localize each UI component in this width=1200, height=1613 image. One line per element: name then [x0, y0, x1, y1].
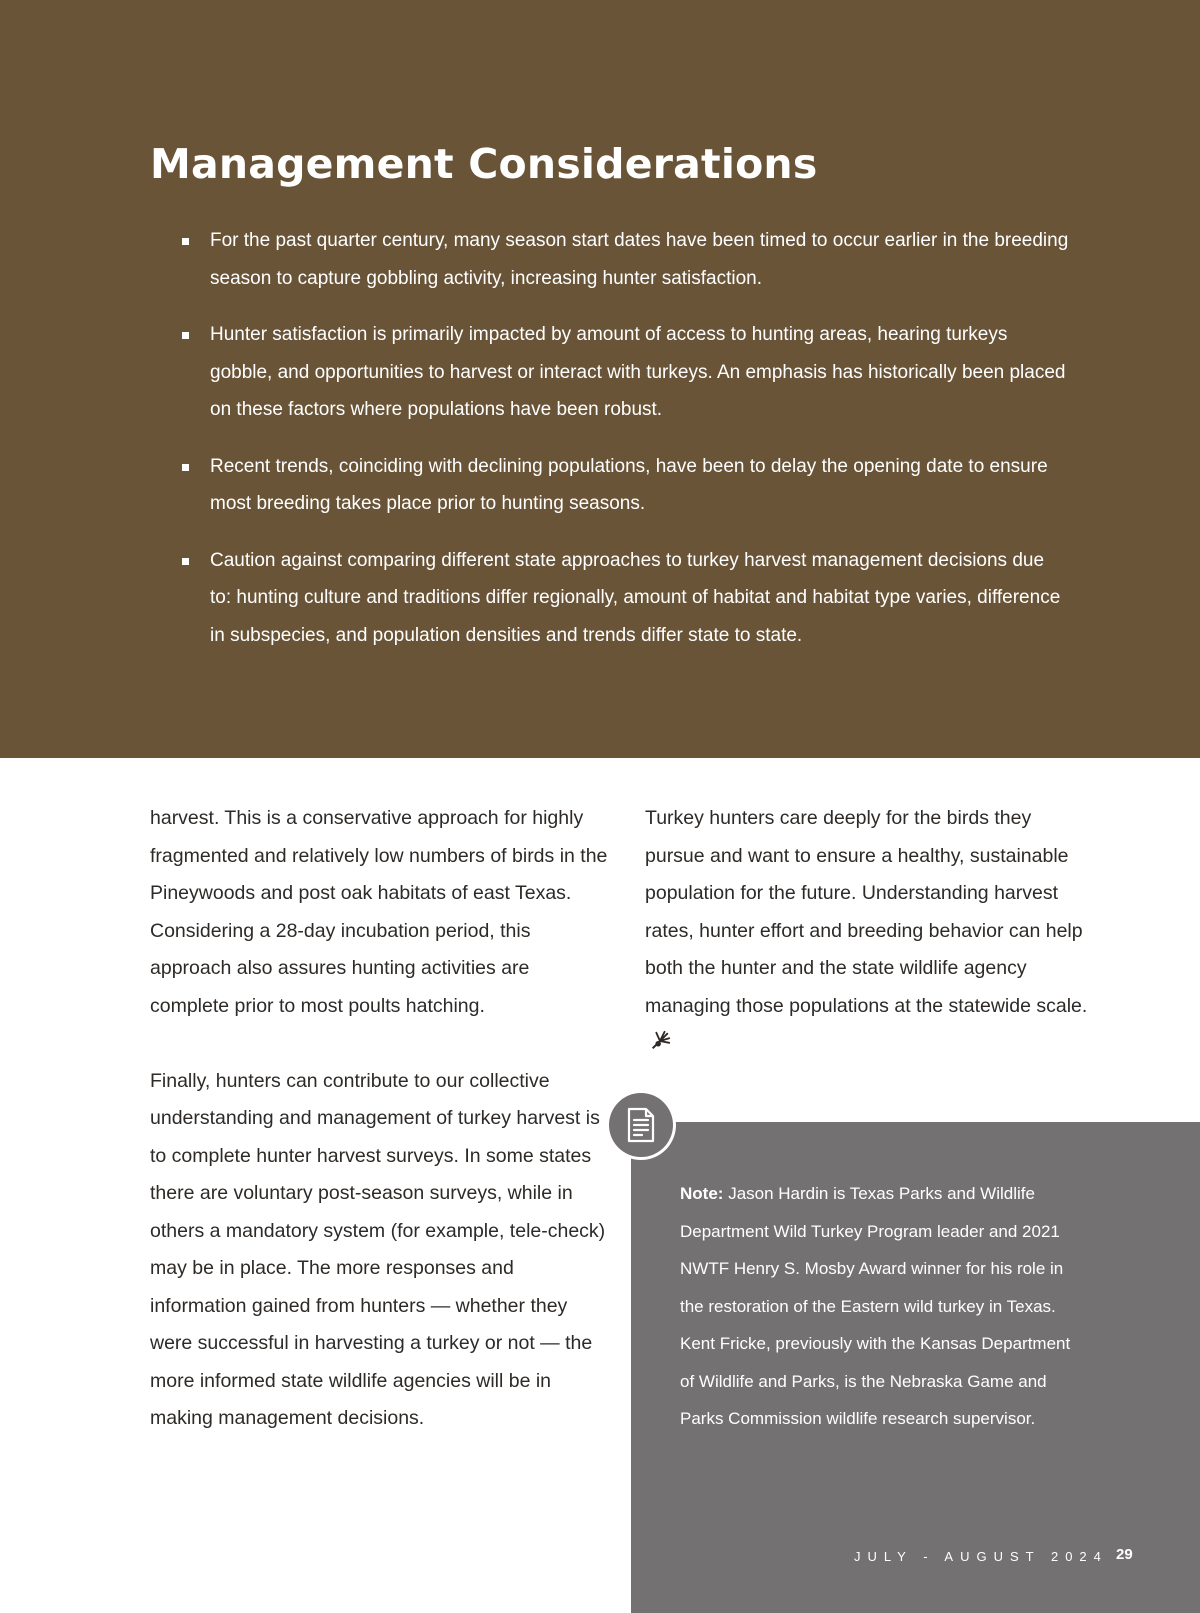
page-title: Management Considerations — [150, 140, 818, 188]
issue-date: JULY - AUGUST 2024 — [854, 1549, 1108, 1564]
left-paragraph-2: Finally, hunters can contribute to our collective understanding and management of turkey harvest is to complete hunter harvest surveys. In some states there are voluntary post-season surveys, while in others a mandatory system (for example, tele-check) may be in place. The more responses and information gained from hunters — whether they were successful in harvesting a turkey or not — the more informed state wildlife agencies will be in making management decisions. — [150, 1069, 606, 1429]
right-paragraph-text: Turkey hunters care deeply for the birds they pursue and want to ensure a healthy, sustainable population for the future. Understanding harvest rates, hunter effort and breeding behavior can help both the hunter and the state wildlife agency managing those populations at the statewide scale. — [645, 807, 1088, 1017]
bullet-marker — [182, 464, 189, 471]
author-note — [680, 1175, 1080, 1438]
bullet-marker — [182, 558, 189, 565]
left-column — [150, 800, 610, 1438]
bullet-marker — [182, 332, 189, 339]
note-icon-circle — [609, 1093, 673, 1157]
list-item — [150, 316, 1070, 429]
note-label: Note: — [680, 1184, 724, 1203]
right-paragraph-1 — [645, 800, 1095, 1063]
bullet-text: Recent trends, coinciding with declining populations, have been to delay the opening date to ensure most breeding takes place prior to hunting seasons. — [210, 455, 1048, 514]
bullet-text: Caution against comparing different state approaches to turkey harvest management decisions due to: hunting culture and traditions differ regionally, amount of habitat and habitat type varies, difference in subspecies, and population densities and trends differ state to state. — [210, 549, 1061, 646]
list-item — [150, 448, 1070, 523]
turkey-mark-icon — [649, 1030, 671, 1052]
document-icon — [624, 1106, 658, 1144]
bullet-text: For the past quarter century, many season start dates have been timed to occur earlier in the breeding season to capture gobbling activity, increasing hunter satisfaction. — [210, 230, 1069, 289]
list-item — [150, 542, 1070, 655]
note-icon-badge — [606, 1090, 676, 1160]
right-column — [645, 800, 1095, 1063]
header-band — [0, 0, 1200, 758]
considerations-list — [150, 222, 1070, 673]
bullet-text: Hunter satisfaction is primarily impacted by amount of access to hunting areas, hearing turkeys gobble, and opportunities to harvest or interact with turkeys. An emphasis has historically been placed on these factors where populations have been robust. — [210, 324, 1066, 420]
bullet-marker — [182, 238, 189, 245]
note-body: Jason Hardin is Texas Parks and Wildlife Department Wild Turkey Program leader and 2021 NWTF Henry S. Mosby Award winner for his role in the restoration of the Eastern wild turkey in Texas. Kent Fricke, previously with the Kansas Department of Wildlife and Parks, is the Nebraska Game and Parks Commission wildlife research supervisor. — [680, 1184, 1071, 1428]
left-paragraph-1: harvest. This is a conservative approach for highly fragmented and relatively low numbers of birds in the Pineywoods and post oak habitats of east Texas. Considering a 28-day incubation period, this approach also assures hunting activities are complete prior to most poults hatching. — [150, 807, 608, 1017]
list-item — [150, 222, 1070, 297]
page-number: 29 — [1116, 1546, 1133, 1563]
